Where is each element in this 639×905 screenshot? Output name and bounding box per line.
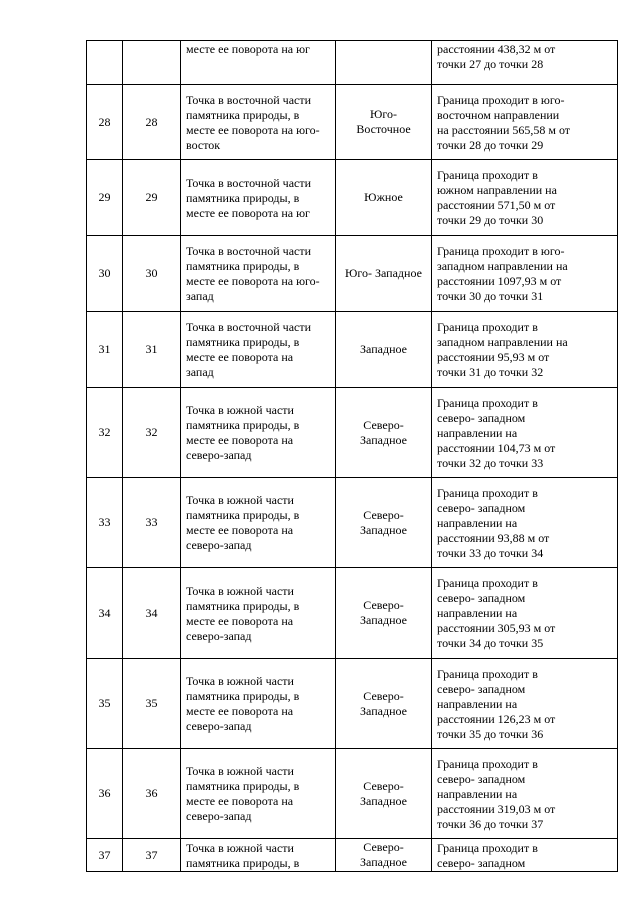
boundary-cell [432,312,618,388]
table-row [87,312,618,388]
point-id-cell: 31 [123,312,181,388]
point-description-text: Точка в южной части памятника природы, в месте ее поворота на северо-запад [186,674,300,733]
direction-cell: Северо- Западное [336,659,432,749]
point-number-cell: 37 [87,839,123,872]
table-row [87,478,618,568]
point-description-text: месте ее поворота на юг [186,42,310,56]
point-number-cell: 36 [87,749,123,839]
boundary-text: Граница проходит в северо- западном направлении на расстоянии 93,88 м от точки 33 до точки 34 [437,485,550,560]
direction-cell: Северо- Западное [336,568,432,659]
table-row [87,85,618,160]
point-description-cell [181,659,336,749]
point-number-cell: 30 [87,236,123,312]
point-number-cell [87,41,123,85]
point-description-text: Точка в южной части памятника природы, в месте ее поворота на северо-запад [186,403,300,462]
table-row [87,659,618,749]
point-number-cell: 32 [87,388,123,478]
table-row [87,236,618,312]
direction-cell: Южное [336,160,432,236]
boundary-cell [432,839,618,872]
point-id-cell: 37 [123,839,181,872]
table-row [87,839,618,872]
boundary-cell [432,236,618,312]
direction-cell: Юго- Восточное [336,85,432,160]
boundary-cell [432,160,618,236]
point-id-cell: 35 [123,659,181,749]
boundary-text: Граница проходит в северо- западном направлении на расстоянии 104,73 м от точки 32 до точки 33 [437,395,556,470]
point-description-text: Точка в южной части памятника природы, в месте ее поворота на северо-запад [186,764,300,823]
direction-cell: Западное [336,312,432,388]
boundary-cell [432,41,618,85]
point-description-text: Точка в восточной части памятника природы, в месте ее поворота на юг [186,175,312,220]
point-description-cell [181,236,336,312]
point-id-cell: 34 [123,568,181,659]
direction-cell: Северо- Западное [336,839,432,872]
point-description-text: Точка в южной части памятника природы, в [186,840,300,870]
direction-cell: Северо- Западное [336,749,432,839]
table-row [87,41,618,85]
boundary-text: Граница проходит в северо- западном направлении на расстоянии 126,23 м от точки 35 до точки 36 [437,666,556,741]
point-number-cell: 29 [87,160,123,236]
table-row [87,388,618,478]
point-description-text: Точка в южной части памятника природы, в месте ее поворота на северо-запад [186,493,300,552]
point-id-cell [123,41,181,85]
boundary-text: Граница проходит в юго- восточном направлении на расстоянии 565,58 м от точки 28 до точки 29 [437,92,571,152]
point-description-cell [181,85,336,160]
boundary-text: Граница проходит в юго- западном направлении на расстоянии 1097,93 м от точки 30 до точки 31 [437,244,568,303]
point-number-cell: 33 [87,478,123,568]
table-row [87,568,618,659]
table-row [87,749,618,839]
boundary-text: расстоянии 438,32 м от точки 27 до точки 28 [437,42,556,71]
point-id-cell: 33 [123,478,181,568]
boundary-cell [432,388,618,478]
point-id-cell: 29 [123,160,181,236]
boundary-text: Граница проходит в северо- западном [437,840,538,870]
boundary-cell [432,749,618,839]
direction-cell: Северо- Западное [336,388,432,478]
point-number-cell: 35 [87,659,123,749]
boundary-points-table [86,40,618,872]
boundary-cell [432,85,618,160]
direction-cell: Северо- Западное [336,478,432,568]
point-description-text: Точка в восточной части памятника природы, в месте ее поворота на запад [186,320,312,379]
boundary-text: Граница проходит в западном направлении на расстоянии 95,93 м от точки 31 до точки 32 [437,320,568,379]
direction-cell: Юго- Западное [336,236,432,312]
point-description-text: Точка в южной части памятника природы, в месте ее поворота на северо-запад [186,583,300,643]
point-description-cell [181,388,336,478]
boundary-cell [432,568,618,659]
point-description-text: Точка в восточной части памятника природы, в месте ее поворота на юго- запад [186,244,320,303]
point-id-cell: 36 [123,749,181,839]
table-row [87,160,618,236]
point-number-cell: 34 [87,568,123,659]
boundary-text: Граница проходит в северо- западном направлении на расстоянии 319,03 м от точки 36 до точки 37 [437,756,556,831]
point-description-cell [181,160,336,236]
point-description-cell [181,478,336,568]
point-description-text: Точка в восточной части памятника природы, в месте ее поворота на юго- восток [186,92,320,152]
boundary-cell [432,659,618,749]
point-id-cell: 32 [123,388,181,478]
point-id-cell: 28 [123,85,181,160]
point-description-cell [181,312,336,388]
boundary-cell [432,478,618,568]
point-description-cell [181,839,336,872]
boundary-text: Граница проходит в южном направлении на расстоянии 571,50 м от точки 29 до точки 30 [437,168,557,227]
boundary-text: Граница проходит в северо- западном направлении на расстоянии 305,93 м от точки 34 до точки 35 [437,576,556,650]
point-number-cell: 31 [87,312,123,388]
point-id-cell: 30 [123,236,181,312]
point-number-cell: 28 [87,85,123,160]
point-description-cell [181,568,336,659]
direction-cell [336,41,432,85]
point-description-cell [181,749,336,839]
point-description-cell [181,41,336,85]
